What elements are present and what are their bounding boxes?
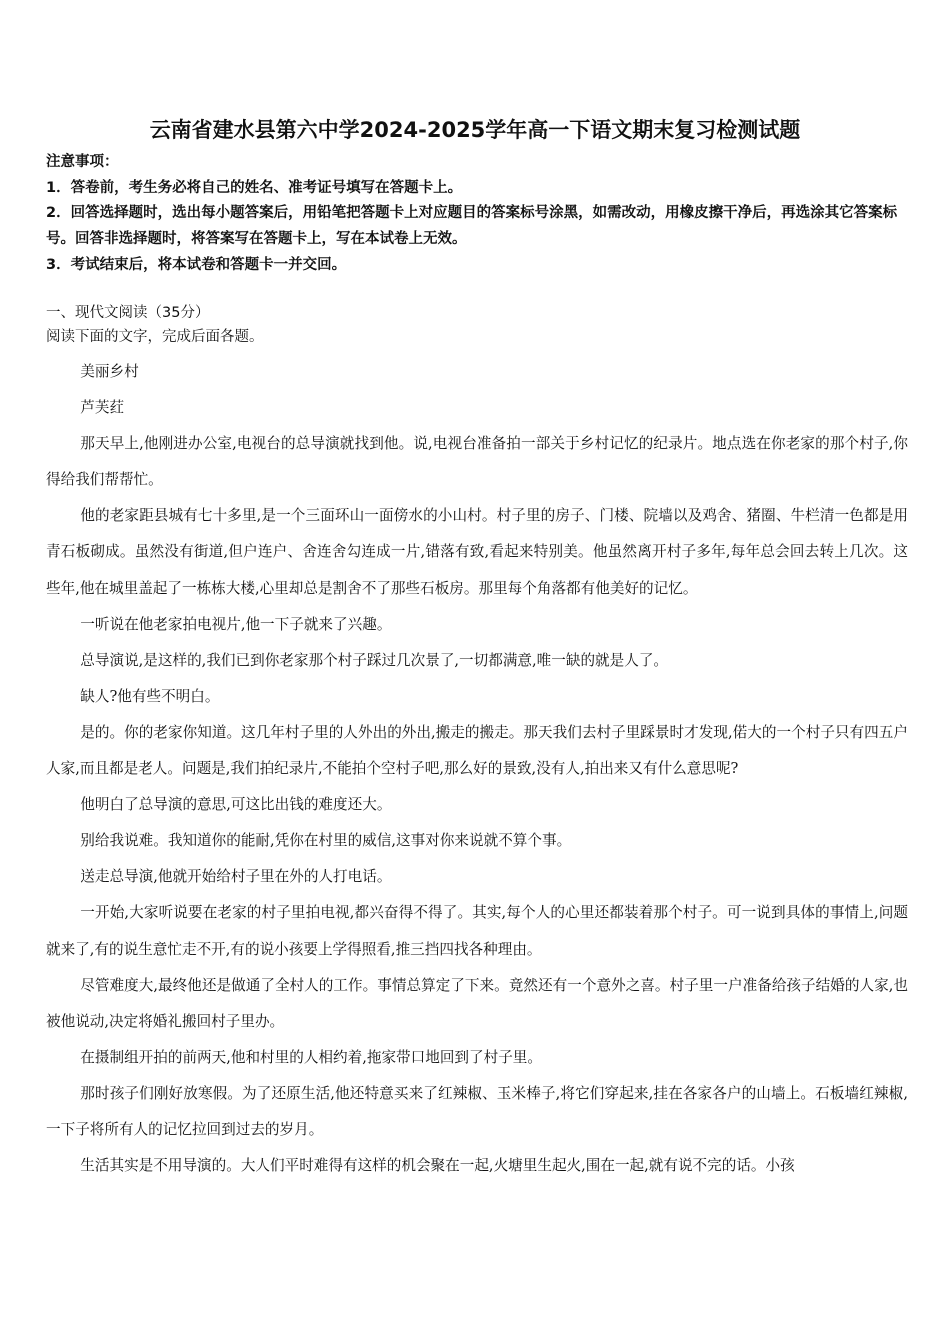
article-paragraph: 生活其实是不用导演的。大人们平时难得有这样的机会聚在一起,火塘里生起火,围在一起,就有说不完的话。小孩	[80, 1157, 795, 1175]
article-paragraph: 一听说在他老家拍电视片,他一下子就来了兴趣。	[80, 615, 392, 633]
document-title: 云南省建水县第六中学2024-2025学年高一下语文期末复习检测试题	[149, 118, 801, 142]
article-author: 芦芙荭	[80, 399, 125, 417]
article-title: 美丽乡村	[80, 363, 139, 380]
article-paragraph: 缺人?他有些不明白。	[80, 687, 220, 705]
article-paragraph: 那天早上,他刚进办公室,电视台的总导演就找到他。说,电视台准备拍一部关于乡村记忆的纪录片。地点选在你老家的那个村子,你得给我们帮帮忙。	[46, 435, 908, 489]
article-paragraph: 总导演说,是这样的,我们已到你老家那个村子踩过几次景了,一切都满意,唯一缺的就是人了。	[80, 651, 669, 669]
article-paragraph: 他明白了总导演的意思,可这比出钱的难度还大。	[80, 796, 392, 814]
article-paragraph: 那时孩子们刚好放寒假。为了还原生活,他还特意买来了红辣椒、玉米棒子,将它们穿起来,挂在各家各户的山墙上。石板墙红辣椒,一下子将所有人的记忆拉回到过去的岁月。	[46, 1084, 908, 1138]
article-paragraph: 在摄制组开拍的前两天,他和村里的人相约着,拖家带口地回到了村子里。	[80, 1048, 542, 1066]
article-paragraph: 是的。你的老家你知道。这几年村子里的人外出的外出,搬走的搬走。那天我们去村子里踩景时才发现,偌大的一个村子只有四五户人家,而且都是老人。问题是,我们拍纪录片,不能拍个空村子吧,那么好的景致,没有人,拍出来又有什么意思呢?	[46, 723, 908, 778]
section-instruction: 阅读下面的文字，完成后面各题。	[46, 329, 264, 345]
article-paragraph: 他的老家距县城有七十多里,是一个三面环山一面傍水的小山村。村子里的房子、门楼、院墙以及鸡舍、猪圈、牛栏清一色都是用青石板砌成。虽然没有街道,但户连户、舍连舍勾连成一片,错落有致,看起来特别美。他虽然离开村子多年,每年总会回去转上几次。这些年,他在城里盖起了一栋栋大楼,心里却总是割舍不了那些石板房。那里每个角落都有他美好的记忆。	[46, 507, 908, 597]
article-paragraph: 一开始,大家听说要在老家的村子里拍电视,都兴奋得不得了。其实,每个人的心里还都装着那个村子。可一说到具体的事情上,问题就来了,有的说生意忙走不开,有的说小孩要上学得照看,推三挡四找各种理由。	[46, 904, 908, 958]
article-paragraph: 尽管难度大,最终他还是做通了全村人的工作。事情总算定了下来。竟然还有一个意外之喜。村子里一户准备给孩子结婚的人家,也被他说动,决定将婚礼搬回村子里办。	[46, 976, 908, 1030]
article-paragraph: 别给我说难。我知道你的能耐,凭你在村里的威信,这事对你来说就不算个事。	[80, 832, 572, 850]
notice-heading: 注意事项：	[46, 154, 119, 170]
article-paragraph: 送走总导演,他就开始给村子里在外的人打电话。	[80, 868, 392, 886]
article-body	[46, 354, 908, 1184]
section-heading: 一、现代文阅读（35分）	[46, 305, 210, 321]
notice-item-1: 1．答卷前，考生务必将自己的姓名、准考证号填写在答题卡上。	[46, 180, 463, 196]
notice-item-2: 2．回答选择题时，选出每小题答案后，用铅笔把答题卡上对应题目的答案标号涂黑，如需改动，用橡皮擦干净后，再选涂其它答案标号。回答非选择题时，将答案写在答题卡上，写在本试卷上无效。	[46, 205, 898, 247]
notice-item-3: 3．考试结束后，将本试卷和答题卡一并交回。	[46, 257, 347, 273]
